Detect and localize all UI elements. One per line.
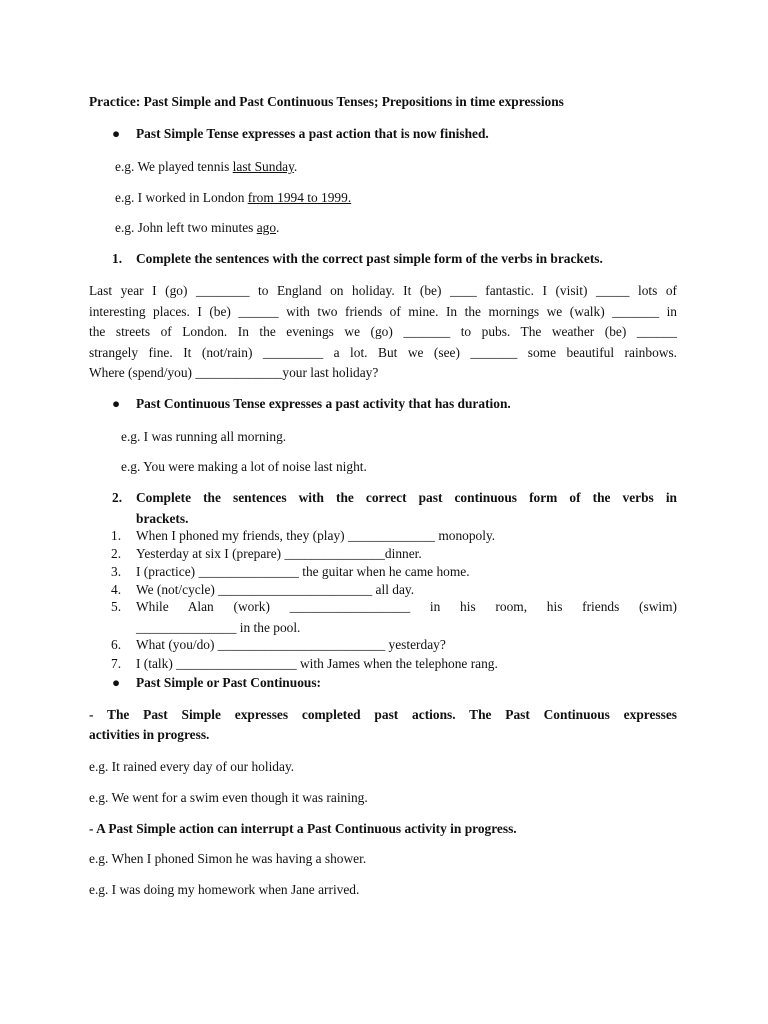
- bullet-past-continuous: Past Continuous Tense expresses a past activity that has duration.: [136, 396, 511, 411]
- bullet-icon: ●: [112, 396, 121, 411]
- rule-1-line-2: activities in progress.: [89, 727, 210, 742]
- exercise-1-paragraph: [89, 281, 677, 384]
- paragraph-line: interesting places. I (be) ______ with two friends of mine. In the mornings we (walk) _______ in: [89, 303, 677, 319]
- example-5: e.g. You were making a lot of noise last night.: [121, 459, 367, 474]
- example-9: e.g. I was doing my homework when Jane arrived.: [89, 882, 360, 897]
- bullet-icon: ●: [112, 126, 121, 141]
- example-7: e.g. We went for a swim even though it was raining.: [89, 790, 368, 805]
- example-4: e.g. I was running all morning.: [121, 429, 287, 444]
- bullet-simple-or-continuous: Past Simple or Past Continuous:: [136, 675, 322, 690]
- rule-1-line-1: - The Past Simple expresses completed past actions. The Past Continuous expresses: [89, 707, 677, 722]
- page-title: Practice: Past Simple and Past Continuous Tenses; Prepositions in time expressions: [89, 94, 564, 109]
- question-2-number: 2.: [112, 490, 123, 505]
- bullet-icon: ●: [112, 675, 121, 690]
- document-page: Practice: Past Simple and Past Continuous Tenses; Prepositions in time expressions ● Past Simple Tense expresses a past action that is now finished. e.g. We played tennis last Sunday. e.g. I worked in London from 1994 to 1999. e.g. John left two minutes ago. 1. Complete the sentences with the correct past simple form of the verbs in brackets. Last year I (go) ________ to England on holiday. It (be) ____ fantastic. I (visit) _____ lots of interesting places. I (be) ______ with two friends of mine. In the mornings we (walk) _______ in the streets of London. In the evenings we (go) _______ to pubs. The weather (be) ______ strangely fine. It (not/rain) _________ a lot. But we (see) _______ some beautiful rainbows. Where (spend/you) _____________your last holiday? ● Past Continuous Tense expresses a past activity that has duration. e.g. I was running all morning. e.g. You were making a lot of noise last night. 2. Complete the sentences with the correct past continuous form of the verbs in brackets. 1. When I phoned my friends, they (play) _____________ monopoly. 2. Yesterday at six I (prepare) _______________dinner. 3. I (practice) _______________ the guitar when he came home. 4. We (not/cycle) _______________________ all day. 5. While Alan (work) __________________ in his room, his friends (swim) _______________ in the pool. 6. What (you/do) _________________________ yesterday? 7. I (talk) __________________ with James when the telephone rang. ● Past Simple or Past Continuous: - The Past Simple expresses completed past actions. The Past Continuous expresses activities in progress. e.g. It rained every day of our holiday. e.g. We went for a swim even though it was raining. - A Past Simple action can interrupt a Past Continuous activity in progress. e.g. When I phoned Simon he was having a shower. e.g. I was doing my homework when Jane arrived.: [89, 94, 677, 897]
- rule-2: - A Past Simple action can interrupt a Past Continuous activity in progress.: [89, 821, 517, 836]
- paragraph-line: the streets of London. In the evenings we (go) _______ to pubs. The weather (be) ______: [89, 324, 677, 339]
- question-1-heading: Complete the sentences with the correct past simple form of the verbs in brackets.: [136, 251, 603, 266]
- paragraph-line: Last year I (go) ________ to England on holiday. It (be) ____ fantastic. I (visit) _____ lots of: [89, 283, 677, 298]
- example-8: e.g. When I phoned Simon he was having a shower.: [89, 851, 367, 866]
- question-2-heading: Complete the sentences with the correct past continuous form of the verbs in: [136, 490, 677, 505]
- example-3: e.g. John left two minutes ago.: [115, 220, 280, 235]
- paragraph-line: strangely fine. It (not/rain) _________ a lot. But we (see) _______ some beautiful rainbows.: [89, 344, 677, 360]
- example-6: e.g. It rained every day of our holiday.: [89, 759, 295, 774]
- question-2-heading-cont: brackets.: [136, 511, 189, 526]
- example-1: e.g. We played tennis last Sunday.: [115, 159, 298, 174]
- question-1-number: 1.: [112, 251, 123, 266]
- paragraph-line: Where (spend/you) _____________your last holiday?: [89, 365, 379, 380]
- bullet-past-simple: Past Simple Tense expresses a past action that is now finished.: [136, 126, 489, 141]
- example-2: e.g. I worked in London from 1994 to 1999.: [115, 190, 352, 205]
